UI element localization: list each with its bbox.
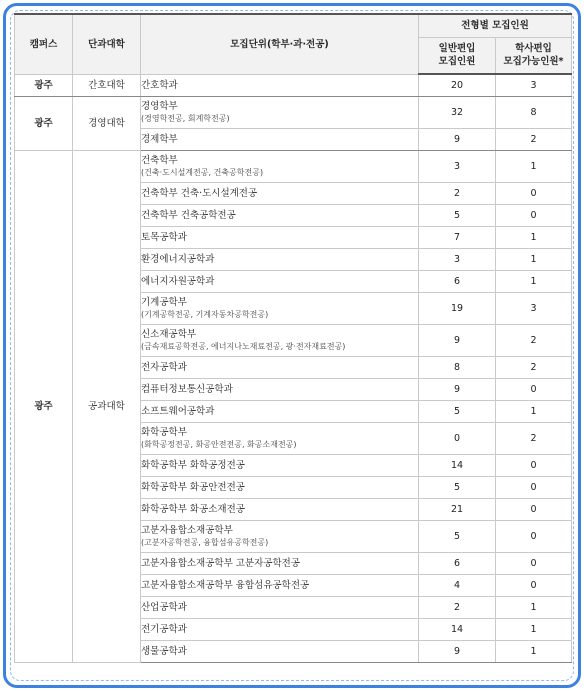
general-quota-cell: 2	[419, 182, 496, 204]
unit-name: 고분자융합소재공학부	[141, 524, 233, 536]
bachelor-quota-cell: 0	[496, 552, 572, 574]
unit-cell	[141, 454, 419, 476]
table-row	[15, 96, 572, 128]
bachelor-quota-cell: 1	[496, 618, 572, 640]
unit-cell	[141, 552, 419, 574]
table-header	[15, 14, 572, 74]
unit-name: 건축학부	[141, 154, 178, 166]
unit-name: 컴퓨터정보통신공학과	[141, 383, 233, 395]
general-quota-cell: 19	[419, 292, 496, 324]
unit-name: 화학공학부 화공안전전공	[141, 481, 245, 493]
general-quota-cell: 7	[419, 226, 496, 248]
bachelor-quota-cell: 0	[496, 454, 572, 476]
bachelor-quota-cell: 0	[496, 520, 572, 552]
unit-name: 에너지자원공학과	[141, 275, 215, 287]
header-campus: 캠퍼스	[15, 14, 73, 74]
header-unit: 모집단위(학부·과·전공)	[141, 14, 419, 74]
general-quota-cell: 9	[419, 640, 496, 662]
general-quota-cell: 3	[419, 248, 496, 270]
unit-name: 토목공학과	[141, 231, 187, 243]
table-row	[15, 74, 572, 96]
table-row	[15, 150, 572, 182]
unit-cell	[141, 270, 419, 292]
unit-name: 생물공학과	[141, 645, 187, 657]
unit-name: 간호학과	[141, 79, 178, 91]
header-general	[419, 37, 496, 74]
unit-cell	[141, 128, 419, 150]
unit-cell	[141, 596, 419, 618]
general-quota-cell: 9	[419, 378, 496, 400]
table-body	[15, 74, 572, 662]
bachelor-quota-cell: 1	[496, 400, 572, 422]
unit-cell	[141, 640, 419, 662]
bachelor-quota-cell: 0	[496, 182, 572, 204]
bachelor-quota-cell: 2	[496, 324, 572, 356]
unit-name: 전기공학과	[141, 623, 187, 635]
general-quota-cell: 4	[419, 574, 496, 596]
unit-cell	[141, 324, 419, 356]
unit-name: 건축학부 건축공학전공	[141, 209, 236, 221]
unit-cell	[141, 248, 419, 270]
bachelor-quota-cell: 3	[496, 292, 572, 324]
unit-name: 신소재공학부	[141, 328, 197, 340]
unit-name: 고분자융합소재공학부 고분자공학전공	[141, 557, 301, 569]
unit-majors: (화학공정전공, 화공안전전공, 화공소재전공)	[141, 439, 297, 449]
bachelor-quota-cell: 1	[496, 226, 572, 248]
unit-cell	[141, 378, 419, 400]
header-general-line1: 일반편입	[438, 43, 476, 55]
general-quota-cell: 8	[419, 356, 496, 378]
general-quota-cell: 5	[419, 476, 496, 498]
unit-name: 화학공학부	[141, 426, 187, 438]
college-cell: 간호대학	[73, 74, 141, 96]
general-quota-cell: 3	[419, 150, 496, 182]
unit-name: 화학공학부 화학공정전공	[141, 459, 245, 471]
unit-cell	[141, 74, 419, 96]
header-bachelor	[496, 37, 572, 74]
general-quota-cell: 5	[419, 400, 496, 422]
general-quota-cell: 21	[419, 498, 496, 520]
general-quota-cell: 2	[419, 596, 496, 618]
bachelor-quota-cell: 2	[496, 422, 572, 454]
unit-name: 산업공학과	[141, 601, 187, 613]
campus-cell: 광주	[15, 96, 73, 150]
general-quota-cell: 20	[419, 74, 496, 96]
unit-cell	[141, 476, 419, 498]
unit-name: 건축학부 건축·도시설계전공	[141, 187, 258, 199]
admission-quota-table	[14, 13, 572, 663]
header-general-line2: 모집인원	[438, 56, 476, 68]
unit-cell	[141, 498, 419, 520]
unit-majors: (기계공학전공, 기계자동차공학전공)	[141, 309, 269, 319]
bachelor-quota-cell: 0	[496, 574, 572, 596]
unit-name: 기계공학부	[141, 296, 187, 308]
unit-cell	[141, 96, 419, 128]
unit-name: 화학공학부 화공소재전공	[141, 503, 245, 515]
unit-cell	[141, 520, 419, 552]
unit-cell	[141, 292, 419, 324]
unit-cell	[141, 150, 419, 182]
general-quota-cell: 5	[419, 204, 496, 226]
unit-cell	[141, 618, 419, 640]
header-bachelor-line1: 학사편입	[515, 43, 552, 55]
unit-majors: (금속재료공학전공, 에너지나노재료전공, 광·전자재료전공)	[141, 341, 346, 351]
unit-majors: (건축·도시설계전공, 건축공학전공)	[141, 167, 264, 177]
bachelor-quota-cell: 2	[496, 356, 572, 378]
unit-name: 경제학부	[141, 133, 178, 145]
bachelor-quota-cell: 0	[496, 378, 572, 400]
header-quota-group: 전형별 모집인원	[419, 14, 572, 37]
bachelor-quota-cell: 1	[496, 270, 572, 292]
unit-majors: (경영학전공, 회계학전공)	[141, 113, 230, 123]
unit-cell	[141, 422, 419, 454]
general-quota-cell: 14	[419, 454, 496, 476]
bachelor-quota-cell: 3	[496, 74, 572, 96]
general-quota-cell: 0	[419, 422, 496, 454]
bachelor-quota-cell: 0	[496, 498, 572, 520]
unit-cell	[141, 226, 419, 248]
unit-name: 환경에너지공학과	[141, 253, 215, 265]
unit-cell	[141, 356, 419, 378]
general-quota-cell: 9	[419, 324, 496, 356]
unit-name: 경영학부	[141, 100, 178, 112]
unit-name: 전자공학과	[141, 361, 187, 373]
general-quota-cell: 14	[419, 618, 496, 640]
header-bachelor-line2: 모집가능인원*	[503, 56, 564, 68]
bachelor-quota-cell: 2	[496, 128, 572, 150]
unit-cell	[141, 182, 419, 204]
general-quota-cell: 32	[419, 96, 496, 128]
bachelor-quota-cell: 8	[496, 96, 572, 128]
unit-name: 고분자융합소재공학부 융합섬유공학전공	[141, 579, 310, 591]
bachelor-quota-cell: 1	[496, 596, 572, 618]
general-quota-cell: 6	[419, 552, 496, 574]
bachelor-quota-cell: 0	[496, 476, 572, 498]
general-quota-cell: 6	[419, 270, 496, 292]
unit-name: 소프트웨어공학과	[141, 405, 215, 417]
unit-cell	[141, 204, 419, 226]
bachelor-quota-cell: 0	[496, 204, 572, 226]
bachelor-quota-cell: 1	[496, 150, 572, 182]
general-quota-cell: 5	[419, 520, 496, 552]
campus-cell: 광주	[15, 74, 73, 96]
unit-cell	[141, 574, 419, 596]
unit-majors: (고분자공학전공, 융합섬유공학전공)	[141, 537, 269, 547]
college-cell: 공과대학	[73, 150, 141, 662]
college-cell: 경영대학	[73, 96, 141, 150]
general-quota-cell: 9	[419, 128, 496, 150]
bachelor-quota-cell: 1	[496, 248, 572, 270]
unit-cell	[141, 400, 419, 422]
header-college: 단과대학	[73, 14, 141, 74]
campus-cell: 광주	[15, 150, 73, 662]
bachelor-quota-cell: 1	[496, 640, 572, 662]
